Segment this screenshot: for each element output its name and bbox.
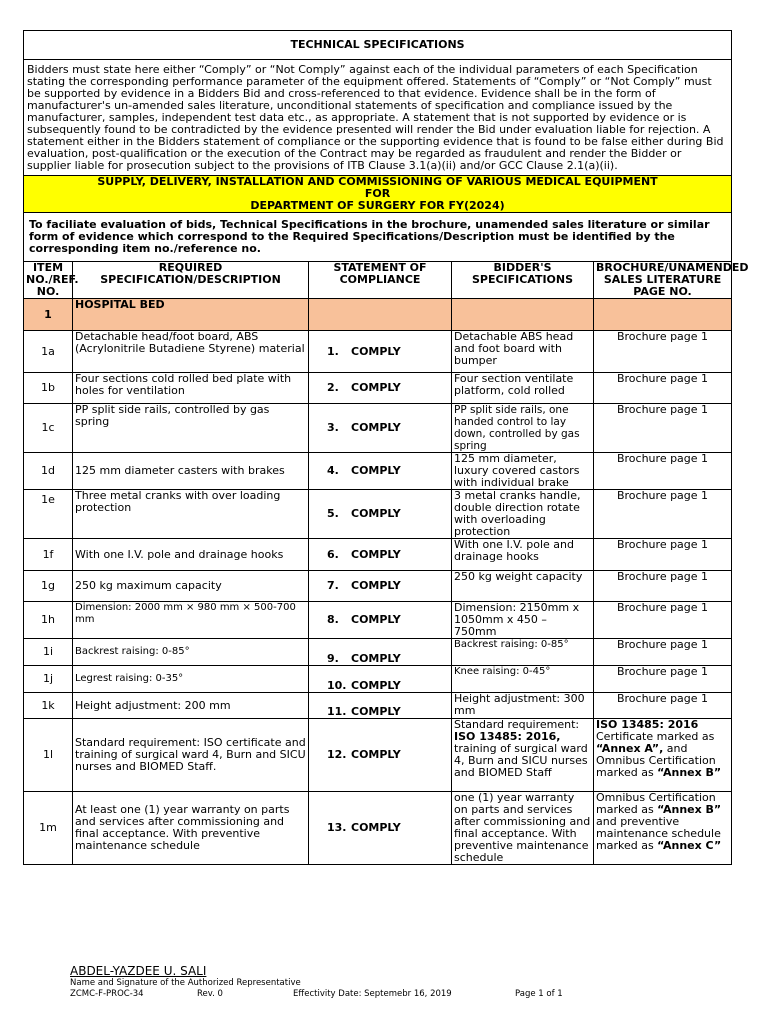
bidder-spec: one (1) year warranty on parts and services after commissioning and final acceptance. With preventive maintenance schedule bbox=[452, 792, 594, 865]
table-header-row bbox=[24, 262, 732, 299]
bidder-spec-part: training of surgical ward 4, Burn and SICU nurses and BIOMED Staff bbox=[454, 742, 588, 779]
brochure-ref: Brochure page 1 bbox=[594, 693, 732, 719]
brochure-ref bbox=[594, 719, 732, 792]
compliance-cell bbox=[309, 571, 452, 602]
required-spec: Three metal cranks with over loading protection bbox=[73, 490, 309, 539]
section-empty-cell bbox=[309, 299, 452, 331]
brochure-part: Certificate marked as bbox=[596, 730, 715, 743]
annex-b-label: “Annex B” bbox=[657, 803, 722, 816]
table-row bbox=[24, 331, 732, 373]
required-spec: Legrest raising: 0-35° bbox=[73, 666, 309, 693]
table-row bbox=[24, 571, 732, 602]
table-row bbox=[24, 639, 732, 666]
instructions-paragraph: Bidders must state here either “Comply” or “Not Comply” against each of the individual parameters of each Specification stating the corresponding performance parameter of the equipment offered. Statements of “Comply” or “Not Comply” must be supported by evidence in a Bidders Bid and cross-referenced to that evidence. Evidence shall be in the form of manufacturer's un-amended sales literature, unconditional statements of specification and compliance issued by the manufacturer, samples, independent test data etc., as appropriate. A statement that is not supported by evidence or is subsequently found to be contradicted by the evidence presented will render the Bid under evaluation liable for rejection. A statement either in the Bidders statement of compliance or the supporting evidence that is found to be false either during Bid evaluation, post-qualification or the execution of the Contract may be regarded as fraudulent and render the Bidder or supplier liable for prosecution subject to the provisions of ITB Clause 3.1(a)(ii) and/or GCC Clause 2.1(a)(ii). bbox=[24, 60, 732, 176]
compliance-number: 4. bbox=[327, 464, 339, 477]
section-empty-cell bbox=[594, 299, 732, 331]
section-number: 1 bbox=[24, 299, 73, 331]
spec-table bbox=[23, 30, 749, 865]
required-spec: Height adjustment: 200 mm bbox=[73, 693, 309, 719]
compliance-cell bbox=[309, 719, 452, 792]
brochure-ref: Brochure page 1 bbox=[594, 331, 732, 373]
compliance-status: COMPLY bbox=[351, 507, 401, 520]
col-header-bidder: BIDDER'S SPECIFICATIONS bbox=[452, 262, 594, 299]
item-ref: 1g bbox=[24, 571, 73, 602]
brochure-ref: Brochure page 1 bbox=[594, 490, 732, 539]
brochure-ref: Brochure page 1 bbox=[594, 639, 732, 666]
required-spec: Detachable head/foot board, ABS (Acrylonitrile Butadiene Styrene) material bbox=[73, 331, 309, 373]
compliance-cell bbox=[309, 693, 452, 719]
item-ref: 1e bbox=[24, 490, 73, 539]
signature-block bbox=[70, 964, 590, 1000]
bidder-spec-part: Standard requirement: bbox=[454, 718, 580, 731]
col-header-brochure: BROCHURE/UNAMENDED SALES LITERATURE PAGE NO. bbox=[594, 262, 732, 299]
signature-caption: Name and Signature of the Authorized Representative bbox=[70, 978, 301, 988]
required-spec: 250 kg maximum capacity bbox=[73, 571, 309, 602]
bidder-spec: Height adjustment: 300 mm bbox=[452, 693, 594, 719]
signatory-name: ABDEL-YAZDEE U. SALI bbox=[70, 964, 207, 978]
bidder-spec bbox=[452, 719, 594, 792]
required-spec: Backrest raising: 0-85° bbox=[73, 639, 309, 666]
item-ref: 1d bbox=[24, 453, 73, 490]
document-title: TECHNICAL SPECIFICATIONS bbox=[24, 31, 732, 60]
table-row bbox=[24, 539, 732, 571]
compliance-number: 2. bbox=[327, 381, 339, 394]
item-ref: 1h bbox=[24, 602, 73, 639]
table-row bbox=[24, 693, 732, 719]
item-ref: 1l bbox=[24, 719, 73, 792]
compliance-cell bbox=[309, 453, 452, 490]
compliance-cell bbox=[309, 639, 452, 666]
compliance-number: 8. bbox=[327, 613, 339, 626]
compliance-number: 9. bbox=[327, 652, 339, 665]
compliance-number: 5. bbox=[327, 507, 339, 520]
compliance-number: 6. bbox=[327, 547, 339, 561]
table-row bbox=[24, 404, 732, 453]
col-header-compliance: STATEMENT OF COMPLIANCE bbox=[309, 262, 452, 299]
compliance-number: 11. bbox=[327, 705, 347, 718]
evaluation-note: To faciliate evaluation of bids, Technical Specifications in the brochure, unamended sales literature or similar form of evidence which correspond to the Required Specifications/Description must be identified by the corresponding item no./reference no. bbox=[24, 213, 732, 262]
compliance-status: COMPLY bbox=[351, 652, 401, 665]
section-empty-cell bbox=[452, 299, 594, 331]
brochure-part: and Omnibus Certification marked as bbox=[596, 742, 716, 779]
compliance-cell bbox=[309, 404, 452, 453]
required-spec: 125 mm diameter casters with brakes bbox=[73, 453, 309, 490]
required-spec: At least one (1) year warranty on parts and services after commissioning and final acceptance. With preventive maintenance schedule bbox=[73, 792, 309, 865]
revision: Rev. 0 bbox=[197, 989, 223, 999]
effectivity-date: Effectivity Date: Septemebr 16, 2019 bbox=[293, 989, 452, 999]
compliance-status: COMPLY bbox=[351, 613, 401, 626]
brochure-ref: Brochure page 1 bbox=[594, 602, 732, 639]
project-banner bbox=[24, 176, 732, 213]
compliance-number: 12. bbox=[327, 748, 347, 761]
item-ref: 1b bbox=[24, 373, 73, 404]
item-ref: 1i bbox=[24, 639, 73, 666]
page-number: Page 1 of 1 bbox=[515, 989, 563, 999]
brochure-ref: Brochure page 1 bbox=[594, 373, 732, 404]
compliance-status: COMPLY bbox=[351, 421, 401, 434]
compliance-status: COMPLY bbox=[351, 381, 401, 394]
item-ref: 1m bbox=[24, 792, 73, 865]
brochure-ref: Brochure page 1 bbox=[594, 404, 732, 453]
project-department: DEPARTMENT OF SURGERY FOR FY(2024) bbox=[250, 199, 505, 212]
compliance-status: COMPLY bbox=[351, 464, 401, 477]
item-ref: 1j bbox=[24, 666, 73, 693]
spec-sheet bbox=[23, 30, 749, 865]
compliance-status: COMPLY bbox=[351, 705, 401, 718]
compliance-number: 3. bbox=[327, 421, 339, 434]
compliance-number: 10. bbox=[327, 679, 347, 692]
annex-c-label: “Annex C” bbox=[657, 839, 722, 852]
col-header-item: ITEM NO./REF. NO. bbox=[24, 262, 73, 299]
table-row bbox=[24, 602, 732, 639]
compliance-status: COMPLY bbox=[351, 679, 401, 692]
bidder-spec: 250 kg weight capacity bbox=[452, 571, 594, 602]
annex-b-label: “Annex B” bbox=[657, 766, 722, 779]
project-for: FOR bbox=[364, 187, 391, 200]
bidder-spec: PP split side rails, one handed control to lay down, controlled by gas spring bbox=[452, 404, 594, 453]
compliance-status: COMPLY bbox=[351, 579, 401, 592]
annex-a-label: “Annex A”, bbox=[596, 742, 664, 755]
compliance-status: COMPLY bbox=[351, 748, 401, 761]
section-row bbox=[24, 299, 732, 331]
compliance-status: COMPLY bbox=[351, 344, 401, 358]
compliance-cell bbox=[309, 666, 452, 693]
compliance-status: COMPLY bbox=[351, 821, 401, 834]
table-row bbox=[24, 792, 732, 865]
bidder-spec: Detachable ABS head and foot board with bumper bbox=[452, 331, 594, 373]
brochure-ref: Brochure page 1 bbox=[594, 453, 732, 490]
brochure-ref bbox=[594, 792, 732, 865]
compliance-cell bbox=[309, 539, 452, 571]
brochure-part: Omnibus Certification marked as bbox=[596, 791, 716, 816]
project-title: SUPPLY, DELIVERY, INSTALLATION AND COMMISSIONING OF VARIOUS MEDICAL EQUIPMENT bbox=[97, 175, 658, 188]
compliance-cell bbox=[309, 331, 452, 373]
brochure-iso: ISO 13485: 2016 bbox=[596, 718, 699, 731]
required-spec: PP split side rails, controlled by gas spring bbox=[73, 404, 309, 453]
compliance-number: 7. bbox=[327, 579, 339, 592]
compliance-cell bbox=[309, 792, 452, 865]
compliance-status: COMPLY bbox=[351, 547, 401, 561]
compliance-cell bbox=[309, 602, 452, 639]
brochure-part: and preventive maintenance schedule marked as bbox=[596, 815, 721, 852]
bidder-spec: Four section ventilate platform, cold rolled bbox=[452, 373, 594, 404]
brochure-ref: Brochure page 1 bbox=[594, 666, 732, 693]
bidder-spec: 125 mm diameter, luxury covered castors with individual brake bbox=[452, 453, 594, 490]
table-row bbox=[24, 719, 732, 792]
form-info-row bbox=[70, 989, 590, 1000]
col-header-required: REQUIRED SPECIFICATION/DESCRIPTION bbox=[73, 262, 309, 299]
item-ref: 1a bbox=[24, 331, 73, 373]
compliance-number: 1. bbox=[327, 344, 339, 358]
required-spec: Dimension: 2000 mm × 980 mm × 500-700 mm bbox=[73, 602, 309, 639]
compliance-cell bbox=[309, 490, 452, 539]
compliance-cell bbox=[309, 373, 452, 404]
bidder-spec-iso: ISO 13485: 2016, bbox=[454, 730, 561, 743]
bidder-spec: 3 metal cranks handle, double direction rotate with overloading protection bbox=[452, 490, 594, 539]
item-ref: 1c bbox=[24, 404, 73, 453]
required-spec: Standard requirement: ISO certificate and training of surgical ward 4, Burn and SICU nurses and BIOMED Staff. bbox=[73, 719, 309, 792]
section-name: HOSPITAL BED bbox=[73, 299, 309, 331]
form-code: ZCMC-F-PROC-34 bbox=[70, 989, 144, 999]
item-ref: 1k bbox=[24, 693, 73, 719]
bidder-spec: With one I.V. pole and drainage hooks bbox=[452, 539, 594, 571]
bidder-spec: Backrest raising: 0-85° bbox=[452, 639, 594, 666]
table-row bbox=[24, 666, 732, 693]
required-spec: Four sections cold rolled bed plate with holes for ventilation bbox=[73, 373, 309, 404]
bidder-spec: Dimension: 2150mm x 1050mm x 450 – 750mm bbox=[452, 602, 594, 639]
table-row bbox=[24, 453, 732, 490]
compliance-number: 13. bbox=[327, 821, 347, 834]
table-row bbox=[24, 373, 732, 404]
required-spec: With one I.V. pole and drainage hooks bbox=[73, 539, 309, 571]
item-ref: 1f bbox=[24, 539, 73, 571]
brochure-ref: Brochure page 1 bbox=[594, 539, 732, 571]
table-row bbox=[24, 490, 732, 539]
bidder-spec: Knee raising: 0-45° bbox=[452, 666, 594, 693]
brochure-ref: Brochure page 1 bbox=[594, 571, 732, 602]
